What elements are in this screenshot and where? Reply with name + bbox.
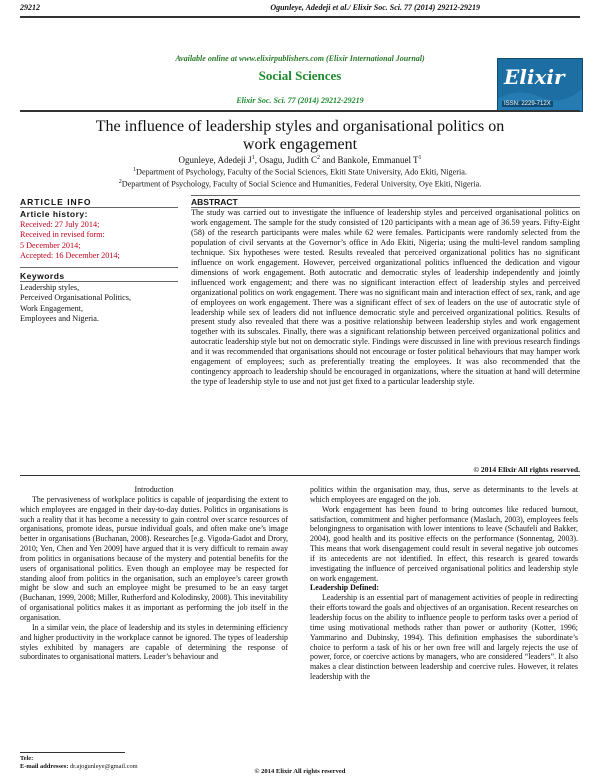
abstract-top-divider bbox=[191, 195, 580, 196]
body-paragraph: The pervasiveness of workplace politics is capable of jeopardising the extent to which employees are engaged in their day-to-day duties. Politics in organisations is such a reality that it has become a necessity to gain control over scarce resources of organisations, promote ideas, pursue individual goals, and often make one’s image better in organisations (Buchanan, 2008). Researches [e.g. Vigoda-Gadot and Drory, 2010; Yen, Chen and Yen 2009] have argued that it is very difficult to remain away from politics in organisations because of the mystery and potential benefits for the users of organisational politics. Even though an employee may be respected for standing aloof from politics in the organisation, such an employee’s career growth might be slow and such an employee might be presumed to be an easy target (Buchanan, 1999, 2008; Miller, Rutherford and Kolodinsky, 2008). This inevitability of organisational politics makes it as important as performing the job itself in the organisation. bbox=[20, 494, 288, 622]
keywords-label: Keywords bbox=[20, 271, 65, 281]
body-paragraph: In a similar vein, the place of leadership and its styles in determining efficiency and higher productivity in the workplace cannot be ignored. The types of leadership styles exhibited by managers are capable of determining the response of subordinates to organisational matters. Leader’s behaviour and bbox=[20, 622, 288, 662]
running-head: Ogunleye, Adedeji et al./ Elixir Soc. Sci. 77 (2014) 29212-29219 bbox=[270, 3, 480, 12]
email-address[interactable]: dr.ajogunleye@gmail.com bbox=[69, 763, 138, 770]
keywords-underline bbox=[20, 281, 178, 282]
leadership-heading: Leadership Defined: bbox=[310, 583, 380, 593]
author-sup: 2 bbox=[316, 155, 320, 161]
author-sup: 1 bbox=[418, 155, 422, 161]
history-line: Accepted: 16 December 2014; bbox=[20, 251, 120, 261]
footer-copyright: © 2014 Elixir All rights reserved bbox=[254, 768, 346, 775]
body-paragraph: politics within the organisation may, thus, serve as determinants to the levels at which employees are engaged on the job. bbox=[310, 485, 578, 504]
author-name: Ogunleye, Adedeji J bbox=[178, 155, 252, 165]
body-paragraph: Leadership is an essential part of management activities of people in redirecting their efforts toward the goals and objectives of an organisation. Recent researches on leadership focus on the ability to influence people to perform tasks over a period of time using motivational methods rather than power or authority (Kotter, 1996; Yammarino and Dubinsky, 1994). This definition emphasises the subordinate’s choice to perform a task of his or her own free will and largely rejects the use of power, force, or coercive actions by managers, who are considered “leaders”. It also makes a clear distinction between leadership and coercive rules. However, it relates leadership with the bbox=[310, 593, 578, 682]
keyword: Work Engagement, bbox=[20, 303, 84, 313]
author-name: Osagu, Judith C bbox=[259, 155, 317, 165]
affiliation-sup: 1 bbox=[133, 167, 137, 173]
body-paragraph: Work engagement has been found to bring outcomes like reduced burnout, satisfaction, commitment and higher performance (Maslach, 2003), employees feels belongingness to organisation with lower intentions to leave (Schaufeli and Bakker, 2004), good health and its positive effects on the performance (Sonnentag, 2003). This means that work disengagement could result in several negative job outcomes if its antecedents are not identified. In effect, this research is geared towards investigating the influence of perceived organisational politics and leadership style on work engagement. bbox=[310, 504, 578, 583]
header-divider bbox=[20, 16, 580, 18]
logo-issn: ISSN: 2229-712X bbox=[504, 101, 551, 107]
history-line: 5 December 2014; bbox=[20, 240, 81, 250]
keyword: Leadership styles, bbox=[20, 283, 80, 292]
abstract-text: The study was carried out to investigate the influence of leadership styles and perceived organisational politics on work engagement. The sample for the study consisted of 120 participants with a mean age of 36.59 years. Fifty-Eight (58) of the research participants were males while 62 were females. Participants were randomly selected from the population of civil servants at the Governor’s office in Ado Ekiti, Nigeria; using the multi-level random sampling technique. Six hypotheses were tested. Results revealed that perceived organizational politics has no significant influence on work engagement. However, perceived organizational politics influenced the dedication and vigour dimensions of work engagement. Both autocratic and democratic styles of leadership independently and jointly influenced work engagement; and there was no significant interaction effect of leadership styles and perceived organizational politics on work engagement. There was no significant main and interaction effect of sex, rank, and age of employees on work engagement. There was a significant effect of sex of leaders on the use of autocratic style of leadership while sex of leaders did not influence democratic style and perceived organizational politics. Results of present study also revealed that there was a positive relationship between leadership styles and work engagement together with its subscales. Finally, there was a significant relationship between perceived organizational politics and autocratic leadership style but not on democratic style. Findings were discussed in line with previous research findings and it was recommended that organisations should not encourage or foster political behaviours that may hamper work engagement of employees; such as preferentially treating the employees. It was also recommended that the contingency approach to leadership should be encouraged in organizations, where the situation at hand will determine the type of leadership style to use and not just get fixed to a particular leadership style. bbox=[191, 208, 580, 387]
keyword: Perceived Organisational Politics, bbox=[20, 293, 132, 303]
history-line: Received: 27 July 2014; bbox=[20, 220, 100, 229]
footer-divider bbox=[20, 752, 125, 753]
keywords-list bbox=[20, 283, 178, 325]
email-label: E-mail addresses: bbox=[20, 763, 69, 770]
abstract-label: ABSTRACT bbox=[191, 197, 238, 207]
page-number: 29212 bbox=[20, 3, 40, 12]
affiliation bbox=[40, 167, 560, 177]
abstract-copyright: © 2014 Elixir All rights reserved. bbox=[473, 465, 580, 474]
history-line: Received in revised form: bbox=[20, 230, 105, 240]
article-title: The influence of leadership styles and organisational politics on work engagement bbox=[95, 118, 505, 153]
author-name: Bankole, Emmanuel T bbox=[337, 155, 419, 165]
article-history bbox=[20, 220, 178, 262]
article-info-label: ARTICLE INFO bbox=[20, 197, 92, 207]
article-info-divider bbox=[20, 207, 178, 208]
available-online-link[interactable]: Available online at www.elixirpublishers.com (Elixir International Journal) bbox=[175, 54, 425, 63]
author-list: Ogunleye, Adedeji $J^1$, Osagu, Judith $C^2$ and Bankole, Emmanuel $T^1$ bbox=[178, 155, 422, 165]
footer-email bbox=[20, 763, 138, 770]
journal-name: Social Sciences bbox=[258, 68, 342, 83]
logo-name: Elixir bbox=[504, 65, 565, 89]
introduction-heading: Introduction bbox=[134, 485, 174, 494]
affiliation bbox=[40, 179, 560, 189]
affiliation-text: Department of Psychology, Faculty of Social Science and Humanities, Federal University, Oye Ekiti, Nigeria. bbox=[121, 179, 482, 189]
journal-citation: Elixir Soc. Sci. 77 (2014) 29212-29219 bbox=[236, 96, 364, 105]
body-column-right bbox=[310, 485, 578, 682]
masthead-divider bbox=[20, 110, 580, 112]
author-sup: 1 bbox=[251, 155, 255, 161]
affiliation-sup: 2 bbox=[118, 179, 122, 185]
elixir-logo bbox=[497, 58, 583, 112]
footer-tele: Tele: bbox=[20, 755, 34, 762]
keyword: Employees and Nigeria. bbox=[20, 314, 99, 324]
keywords-divider bbox=[20, 267, 178, 268]
abstract-bottom-divider bbox=[20, 475, 580, 476]
body-column-left bbox=[20, 485, 288, 662]
article-history-label: Article history: bbox=[20, 209, 88, 219]
affiliation-text: Department of Psychology, Faculty of the Social Sciences, Ekiti State University, Ado Ekiti, Nigeria. bbox=[136, 167, 467, 177]
